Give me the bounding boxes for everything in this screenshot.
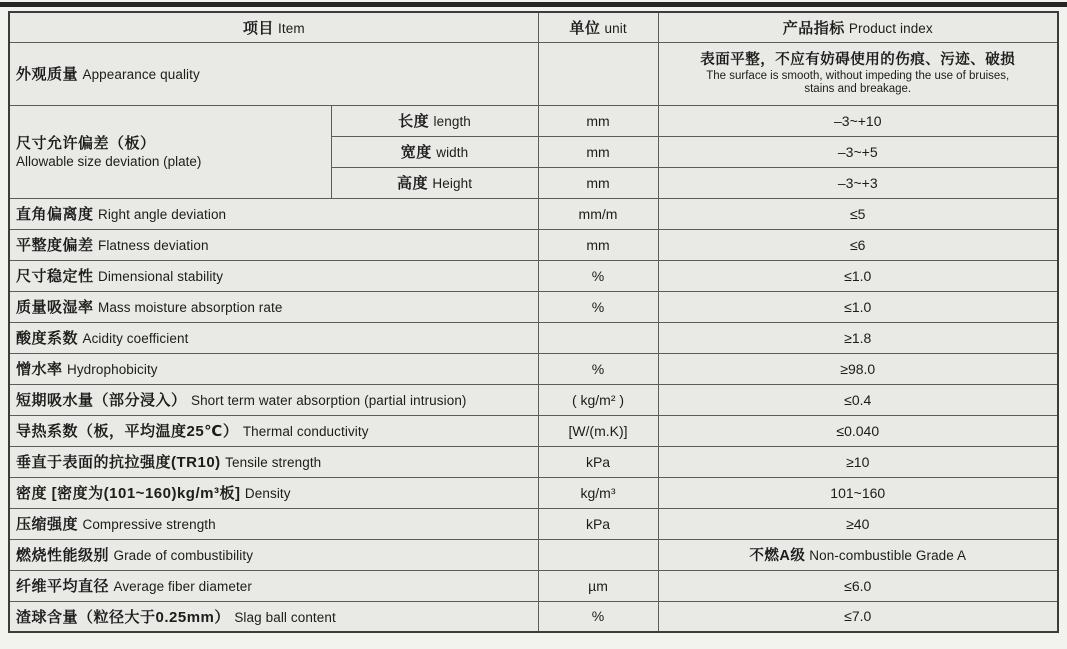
appearance-label-zh: 外观质量	[16, 66, 79, 83]
right-angle-zh: 直角偏离度	[16, 206, 94, 223]
thermal-conductivity-value: ≤0.040	[658, 415, 1058, 446]
header-index-en: Product index	[848, 20, 933, 36]
size-height-en: Height	[432, 176, 473, 191]
row-slag-ball-content	[9, 601, 1058, 632]
density-en: Density	[244, 486, 291, 501]
size-length-unit: mm	[538, 105, 658, 136]
mass-moisture-en: Mass moisture absorption rate	[97, 300, 283, 315]
slag-ball-value: ≤7.0	[658, 601, 1058, 632]
acidity-en: Acidity coefficient	[82, 331, 189, 346]
mass-moisture-value: ≤1.0	[658, 291, 1058, 322]
thermal-conductivity-en: Thermal conductivity	[242, 424, 369, 439]
water-absorption-value: ≤0.4	[658, 384, 1058, 415]
water-absorption-unit: ( kg/m² )	[538, 384, 658, 415]
size-deviation-label-en: Allowable size deviation (plate)	[16, 153, 202, 169]
appearance-unit	[538, 42, 658, 105]
dimensional-stability-value: ≤1.0	[658, 260, 1058, 291]
density-value: 101~160	[658, 477, 1058, 508]
thermal-conductivity-zh: 导热系数（板，平均温度25℃）	[16, 423, 239, 440]
combustibility-zh: 燃烧性能级别	[16, 547, 110, 564]
tensile-strength-zh: 垂直于表面的抗拉强度(TR10)	[16, 454, 221, 471]
size-deviation-label	[9, 105, 331, 198]
row-right-angle-deviation	[9, 198, 1058, 229]
thermal-conductivity-label	[9, 415, 538, 446]
flatness-unit: mm	[538, 229, 658, 260]
fiber-diameter-zh: 纤维平均直径	[16, 578, 110, 595]
acidity-zh: 酸度系数	[16, 330, 79, 347]
compressive-strength-unit: kPa	[538, 508, 658, 539]
row-appearance	[9, 42, 1058, 105]
header-index-zh: 产品指标	[782, 19, 845, 37]
density-label	[9, 477, 538, 508]
tensile-strength-value: ≥10	[658, 446, 1058, 477]
appearance-value-zh: 表面平整，不应有妨碍使用的伤痕、污迹、破损	[700, 51, 1016, 68]
header-unit	[538, 12, 658, 42]
size-length-value: –3~+10	[658, 105, 1058, 136]
flatness-value: ≤6	[658, 229, 1058, 260]
dimensional-stability-label	[9, 260, 538, 291]
size-width-value: –3~+5	[658, 136, 1058, 167]
flatness-en: Flatness deviation	[97, 238, 209, 253]
dimensional-stability-en: Dimensional stability	[97, 269, 224, 284]
compressive-strength-value: ≥40	[658, 508, 1058, 539]
size-width-unit: mm	[538, 136, 658, 167]
size-length-zh: 长度	[398, 113, 430, 130]
row-hydrophobicity	[9, 353, 1058, 384]
header-row	[9, 12, 1058, 42]
appearance-value	[658, 42, 1058, 105]
mass-moisture-label	[9, 291, 538, 322]
combustibility-value-en: Non-combustible Grade A	[809, 548, 967, 563]
fiber-diameter-value: ≤6.0	[658, 570, 1058, 601]
row-density	[9, 477, 1058, 508]
water-absorption-zh: 短期吸水量（部分浸入）	[16, 392, 187, 409]
size-height-zh: 高度	[396, 175, 428, 192]
tensile-strength-unit: kPa	[538, 446, 658, 477]
slag-ball-label	[9, 601, 538, 632]
size-deviation-label-zh: 尺寸允许偏差（板）	[16, 134, 156, 152]
acidity-value: ≥1.8	[658, 322, 1058, 353]
row-tensile-strength	[9, 446, 1058, 477]
tensile-strength-label	[9, 446, 538, 477]
size-height-unit: mm	[538, 167, 658, 198]
slag-ball-unit: %	[538, 601, 658, 632]
header-unit-en: unit	[604, 20, 627, 36]
acidity-label	[9, 322, 538, 353]
row-compressive-strength	[9, 508, 1058, 539]
right-angle-label	[9, 198, 538, 229]
row-short-term-water-absorption	[9, 384, 1058, 415]
tensile-strength-en: Tensile strength	[225, 455, 322, 470]
hydrophobicity-value: ≥98.0	[658, 353, 1058, 384]
size-length-label	[331, 105, 538, 136]
acidity-unit	[538, 322, 658, 353]
right-angle-unit: mm/m	[538, 198, 658, 229]
compressive-strength-zh: 压缩强度	[16, 516, 79, 533]
compressive-strength-en: Compressive strength	[82, 517, 216, 532]
row-dimensional-stability	[9, 260, 1058, 291]
fiber-diameter-label	[9, 570, 538, 601]
hydrophobicity-en: Hydrophobicity	[66, 362, 158, 377]
hydrophobicity-zh: 憎水率	[16, 361, 63, 378]
combustibility-unit	[538, 539, 658, 570]
header-item-zh: 项目	[242, 19, 274, 37]
header-item	[9, 12, 538, 42]
mass-moisture-zh: 质量吸湿率	[16, 299, 94, 316]
size-height-label	[331, 167, 538, 198]
hydrophobicity-unit: %	[538, 353, 658, 384]
size-length-en: length	[433, 114, 471, 129]
combustibility-en: Grade of combustibility	[113, 548, 254, 563]
fiber-diameter-en: Average fiber diameter	[113, 579, 252, 594]
hydrophobicity-label	[9, 353, 538, 384]
right-angle-value: ≤5	[658, 198, 1058, 229]
row-flatness-deviation	[9, 229, 1058, 260]
row-mass-moisture-absorption	[9, 291, 1058, 322]
thermal-conductivity-unit: [W/(m.K)]	[538, 415, 658, 446]
slag-ball-zh: 渣球含量（粒径大于0.25mm）	[16, 608, 230, 626]
dimensional-stability-unit: %	[538, 260, 658, 291]
combustibility-value-zh: 不燃A级	[749, 548, 806, 564]
appearance-label	[9, 42, 538, 105]
appearance-value-en2: stains and breakage.	[804, 83, 912, 95]
density-unit: kg/m³	[538, 477, 658, 508]
slag-ball-en: Slag ball content	[234, 609, 336, 625]
product-spec-table	[8, 11, 1059, 633]
size-width-zh: 宽度	[400, 144, 432, 161]
size-width-en: width	[436, 145, 469, 160]
size-height-value: –3~+3	[658, 167, 1058, 198]
density-zh: 密度 [密度为(101~160)kg/m³板]	[16, 485, 241, 502]
combustibility-label	[9, 539, 538, 570]
appearance-label-en: Appearance quality	[82, 67, 200, 82]
row-average-fiber-diameter	[9, 570, 1058, 601]
size-width-label	[331, 136, 538, 167]
fiber-diameter-unit: µm	[538, 570, 658, 601]
row-combustibility	[9, 539, 1058, 570]
right-angle-en: Right angle deviation	[97, 207, 227, 222]
mass-moisture-unit: %	[538, 291, 658, 322]
row-thermal-conductivity	[9, 415, 1058, 446]
appearance-value-en1: The surface is smooth, without impeding the use of bruises,	[706, 69, 1010, 82]
header-unit-zh: 单位	[569, 19, 601, 37]
row-size-length	[9, 105, 1058, 136]
compressive-strength-label	[9, 508, 538, 539]
water-absorption-label	[9, 384, 538, 415]
water-absorption-en: Short term water absorption (partial intrusion)	[190, 393, 467, 408]
row-acidity-coefficient	[9, 322, 1058, 353]
header-product-index	[658, 12, 1058, 42]
header-item-en: Item	[278, 20, 305, 36]
dimensional-stability-zh: 尺寸稳定性	[16, 268, 94, 285]
combustibility-value	[658, 539, 1058, 570]
flatness-label	[9, 229, 538, 260]
scan-edge-band	[0, 2, 1067, 7]
flatness-zh: 平整度偏差	[16, 237, 94, 254]
